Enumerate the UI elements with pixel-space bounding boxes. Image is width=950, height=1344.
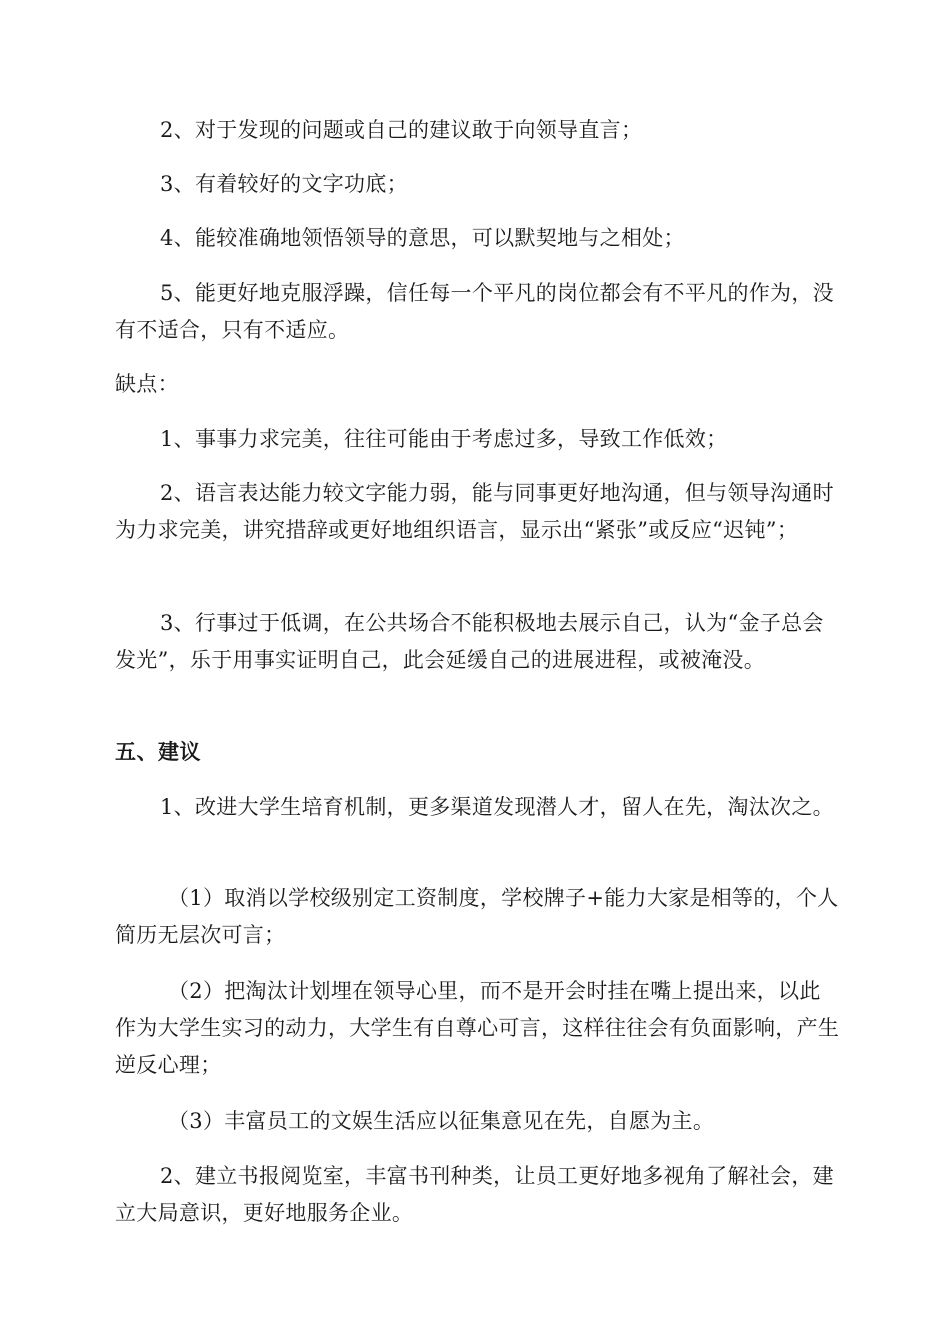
paragraph-suggestion-1-3: （3）丰富员工的文娱生活应以征集意见在先，自愿为主。 xyxy=(168,1109,715,1133)
paragraph-weakness-2: 2、语言表达能力较文字能力弱，能与同事更好地沟通，但与领导沟通时为力求完美，讲究措辞或更好地组织语言，显示出“紧张”或反应“迟钝”； xyxy=(115,481,834,542)
weakness-label: 缺点： xyxy=(115,372,179,396)
section-heading-suggestions: 五、建议 xyxy=(115,740,201,764)
paragraph-strength-3: 3、有着较好的文字功底； xyxy=(160,172,408,196)
paragraph-suggestion-1-2: （2）把淘汰计划埋在领导心里，而不是开会时挂在嘴上提出来，以此作为大学生实习的动力，大学生有自尊心可言，这样往往会有负面影响，产生逆反心理； xyxy=(115,979,840,1077)
paragraph-suggestion-1-1: （1）取消以学校级别定工资制度，学校牌子+能力大家是相等的，个人简历无层次可言； xyxy=(115,886,839,947)
paragraph-suggestion-2: 2、建立书报阅览室，丰富书刊种类，让员工更好地多视角了解社会，建立大局意识，更好地服务企业。 xyxy=(115,1164,834,1225)
paragraph-strength-2: 2、对于发现的问题或自己的建议敢于向领导直言； xyxy=(160,118,643,142)
paragraph-strength-4: 4、能较准确地领悟领导的意思，可以默契地与之相处； xyxy=(160,226,685,250)
paragraph-suggestion-1: 1、改进大学生培育机制，更多渠道发现潜人才，留人在先，淘汰次之。 xyxy=(160,795,834,819)
document-page xyxy=(115,0,840,1344)
paragraph-weakness-3: 3、行事过于低调，在公共场合不能积极地去展示自己，认为“金子总会发光”，乐于用事实证明自己，此会延缓自己的进展进程，或被淹没。 xyxy=(115,611,824,672)
paragraph-strength-5: 5、能更好地克服浮躁，信任每一个平凡的岗位都会有不平凡的作为，没有不适合，只有不适应。 xyxy=(115,281,834,342)
paragraph-weakness-1: 1、事事力求完美，往往可能由于考虑过多，导致工作低效； xyxy=(160,427,728,451)
